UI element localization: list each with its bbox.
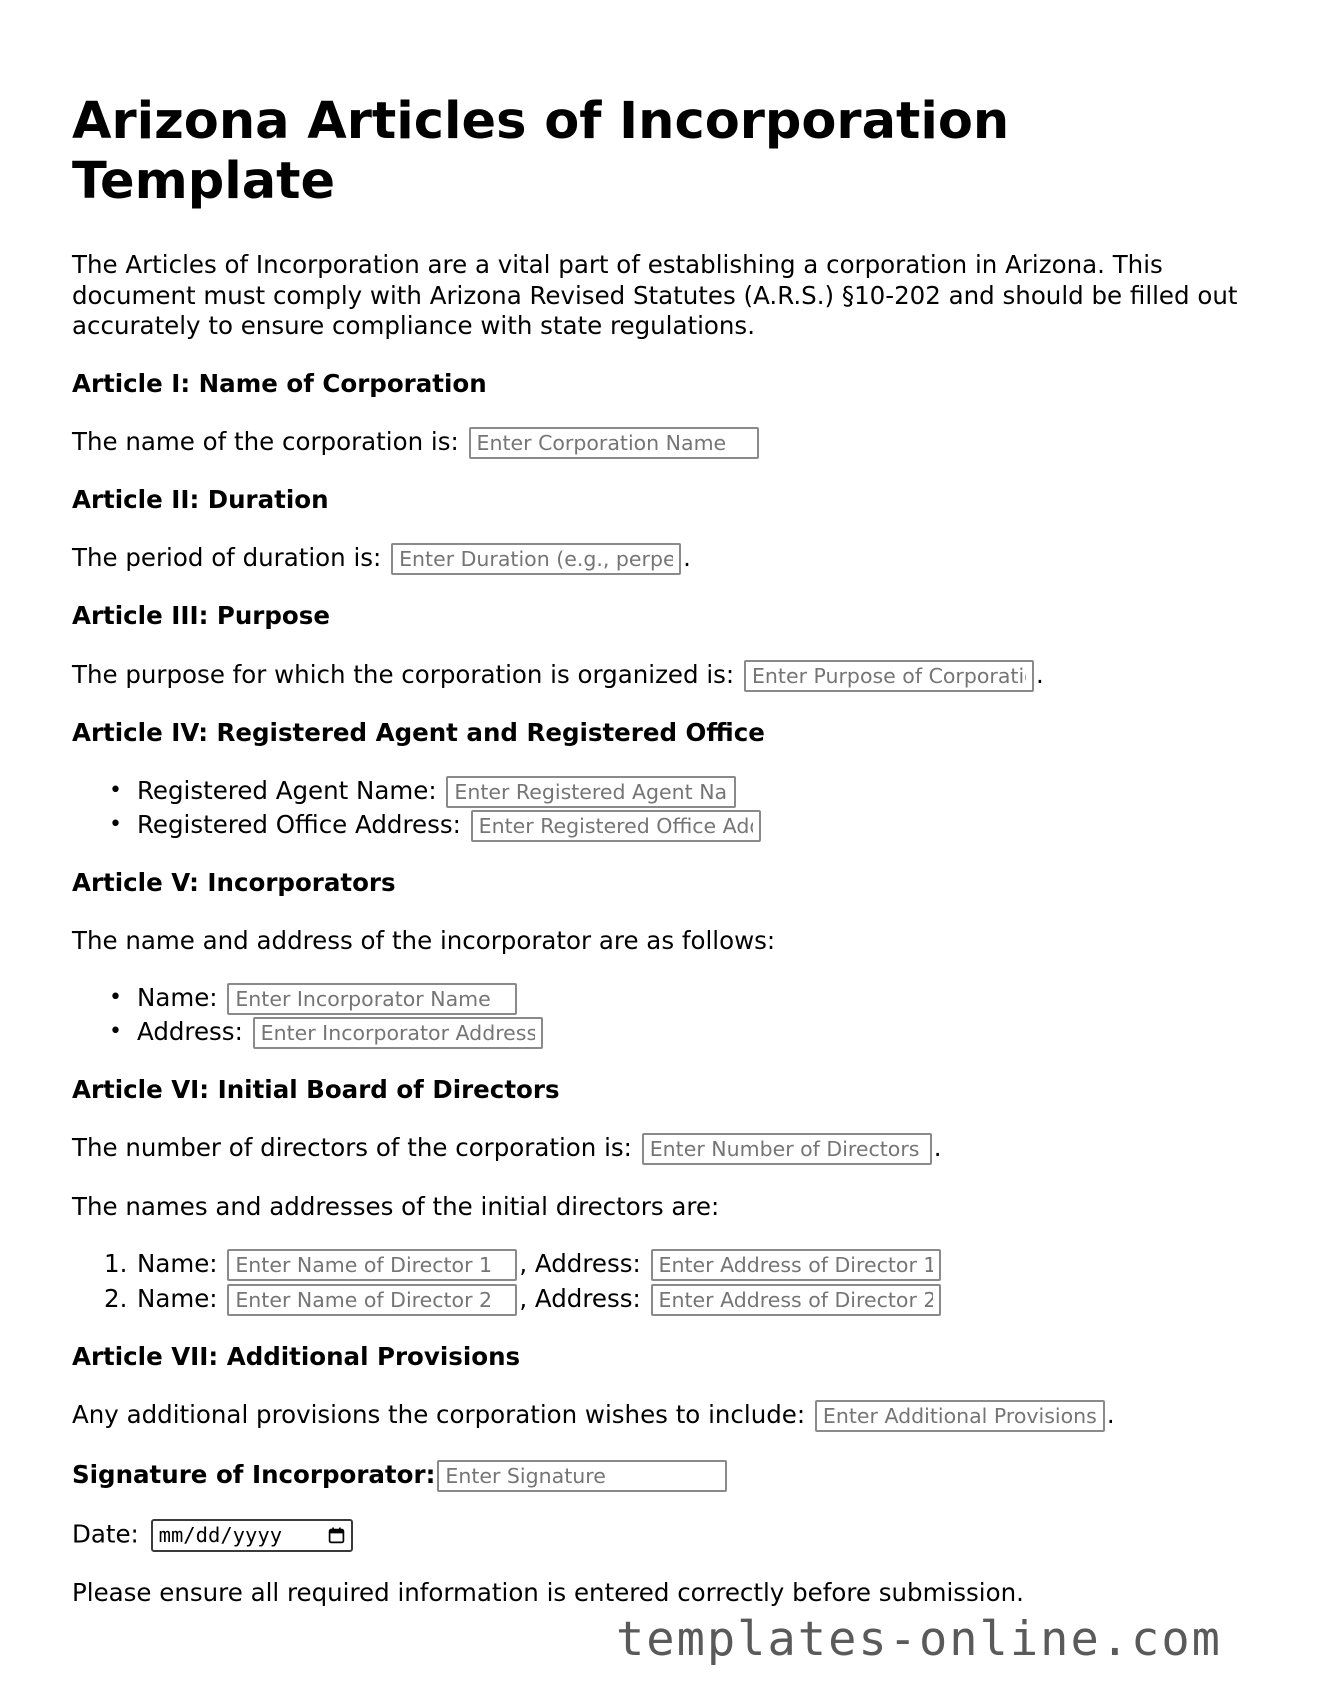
list-item: [109, 776, 738, 808]
list-item: [104, 1284, 943, 1316]
article-6-count-line: [72, 1133, 942, 1165]
article-3-period: .: [1035, 660, 1044, 689]
duration-input[interactable]: [391, 543, 681, 575]
intro-paragraph: The Articles of Incorporation are a vital part of establishing a corporation in Arizona. This document must comply with Arizona Revised Statutes (A.R.S.) §10-202 and should be filled out accurately to ensure compliance with state regulations.: [72, 250, 1238, 340]
article-1-line: [72, 427, 761, 459]
article-5-text: The name and address of the incorporator are as follows:: [72, 926, 776, 955]
director-count-input[interactable]: [642, 1133, 932, 1165]
registered-agent-label: Registered Agent Name:: [137, 776, 437, 805]
list-item: [109, 810, 763, 842]
article-3-heading: Article III: Purpose: [72, 601, 330, 630]
registered-office-input[interactable]: [471, 810, 761, 842]
incorporator-name-label: Name:: [137, 983, 218, 1012]
incorporator-address-input[interactable]: [253, 1017, 543, 1049]
article-1-heading: Article I: Name of Corporation: [72, 369, 487, 398]
bullet-icon: •: [109, 985, 122, 1010]
registered-agent-input[interactable]: [446, 776, 736, 808]
bullet-icon: •: [109, 812, 122, 837]
director-1-address-input[interactable]: [651, 1249, 941, 1281]
director-2-address-input[interactable]: [651, 1284, 941, 1316]
article-2-text: The period of duration is:: [72, 543, 382, 572]
director-2-address-label: , Address:: [519, 1284, 641, 1313]
additional-provisions-input[interactable]: [815, 1400, 1105, 1432]
date-input[interactable]: [151, 1519, 353, 1552]
article-1-text: The name of the corporation is:: [72, 427, 459, 456]
bullet-icon: •: [109, 778, 122, 803]
watermark-logo: templates-online.com: [616, 1612, 1222, 1667]
article-3-text: The purpose for which the corporation is organized is:: [72, 660, 735, 689]
incorporator-address-label: Address:: [137, 1017, 243, 1046]
signature-input[interactable]: [437, 1460, 727, 1492]
date-line: [72, 1519, 353, 1552]
bullet-icon: •: [109, 1019, 122, 1044]
calendar-icon[interactable]: [328, 1527, 345, 1544]
director-2-name-label: Name:: [137, 1284, 218, 1313]
signature-label: Signature of Incorporator:: [72, 1460, 436, 1489]
list-item: [109, 1017, 545, 1049]
page-title: Arizona Articles of Incorporation Template: [72, 92, 1010, 211]
signature-line: [72, 1460, 729, 1492]
footer-note: Please ensure all required information is entered correctly before submission.: [72, 1578, 1024, 1607]
article-2-period: .: [683, 543, 691, 572]
article-7-line: [72, 1400, 1115, 1432]
registered-office-label: Registered Office Address:: [137, 810, 461, 839]
director-count-text: The number of directors of the corporation is:: [72, 1133, 632, 1162]
list-item: [109, 983, 519, 1015]
article-2-line: [72, 543, 691, 575]
purpose-input[interactable]: [744, 660, 1034, 692]
article-2-heading: Article II: Duration: [72, 485, 329, 514]
list-item: [104, 1249, 943, 1281]
director-1-address-label: , Address:: [519, 1249, 641, 1278]
article-7-heading: Article VII: Additional Provisions: [72, 1342, 521, 1371]
article-7-text: Any additional provisions the corporation wishes to include:: [72, 1400, 806, 1429]
director-1-name-input[interactable]: [227, 1249, 517, 1281]
article-6-heading: Article VI: Initial Board of Directors: [72, 1075, 560, 1104]
director-1-number: 1.: [104, 1249, 128, 1278]
article-7-period: .: [1106, 1400, 1115, 1429]
article-3-line: [72, 660, 1044, 692]
directors-intro-text: The names and addresses of the initial directors are:: [72, 1192, 720, 1221]
director-count-period: .: [933, 1133, 942, 1162]
date-label: Date:: [72, 1519, 139, 1549]
director-2-name-input[interactable]: [227, 1284, 517, 1316]
article-5-heading: Article V: Incorporators: [72, 868, 396, 897]
director-2-number: 2.: [104, 1284, 128, 1313]
director-1-name-label: Name:: [137, 1249, 218, 1278]
corporation-name-input[interactable]: [469, 427, 759, 459]
incorporator-name-input[interactable]: [227, 983, 517, 1015]
date-placeholder: mm/dd/yyyy: [158, 1523, 283, 1548]
article-4-heading: Article IV: Registered Agent and Registered Office: [72, 718, 765, 747]
